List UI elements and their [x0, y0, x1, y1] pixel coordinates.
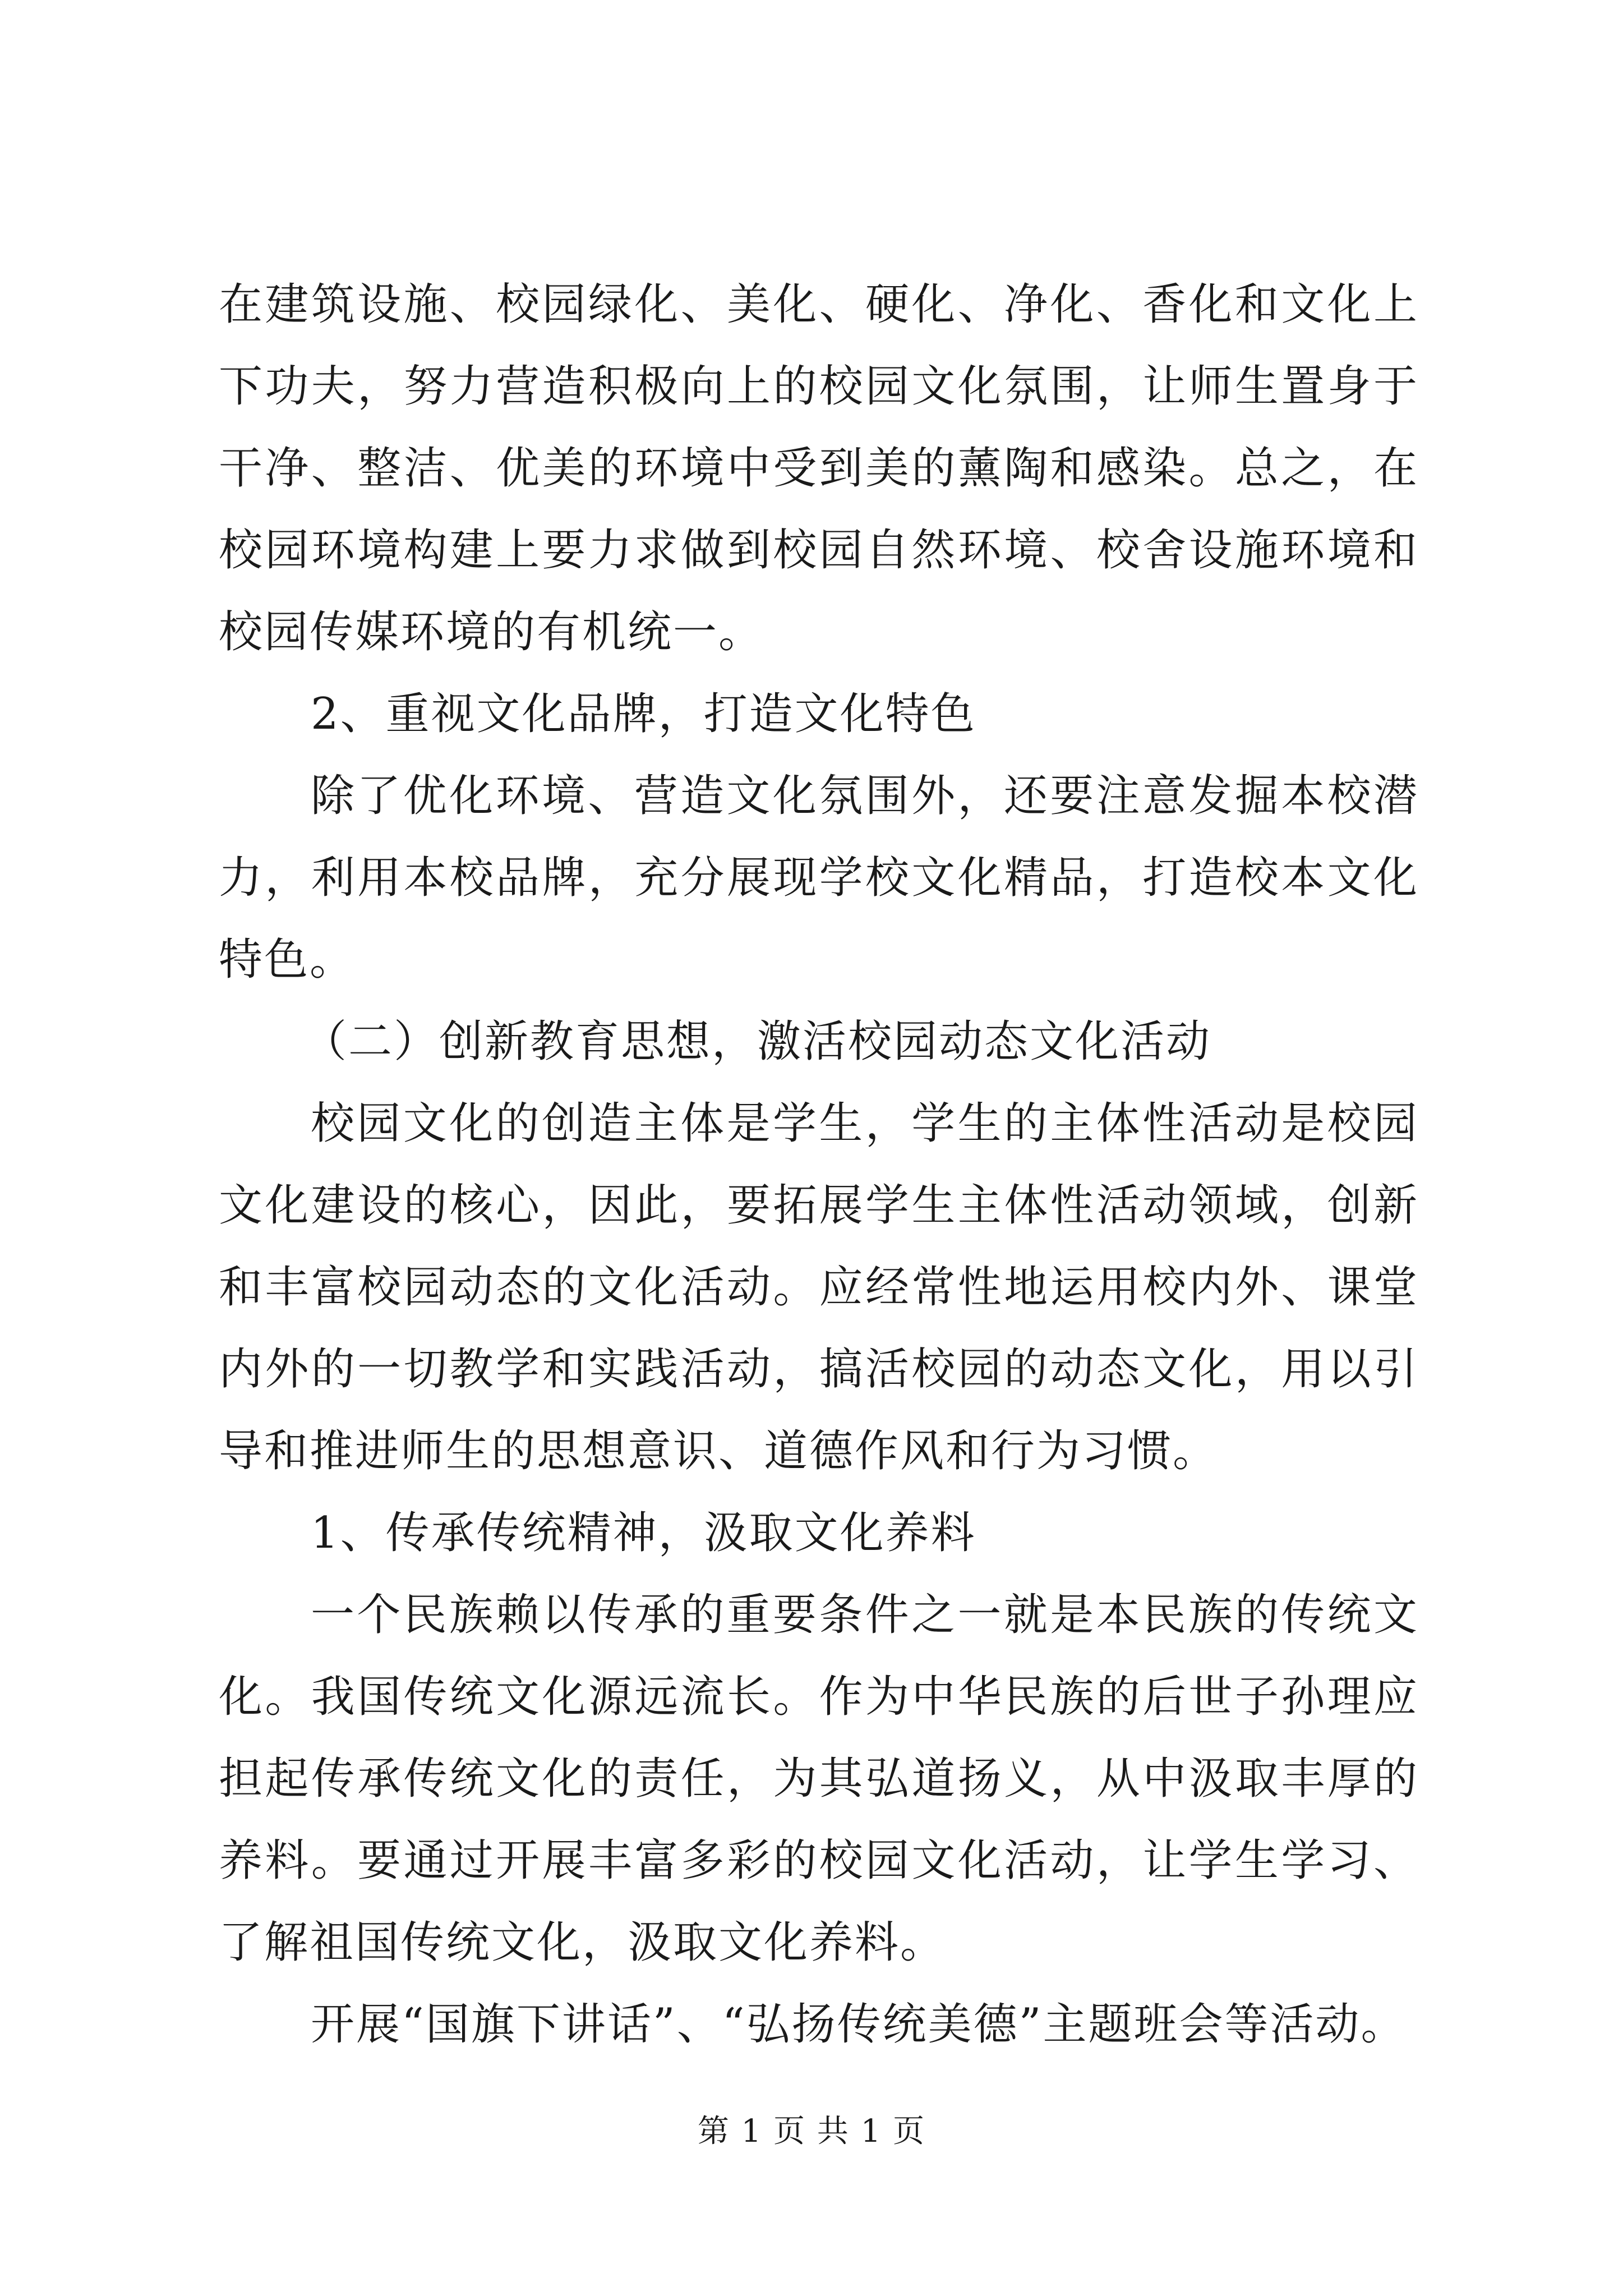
- paragraph-activities: 开展“国旗下讲话”、“弘扬传统美德”主题班会等活动。: [311, 1999, 1407, 2050]
- section-heading-2: （二）创新教育思想，激活校园动态文化活动: [303, 1016, 1212, 1067]
- document-body: [219, 264, 1419, 2065]
- page-footer: 第 1 页 共 1 页: [697, 2113, 926, 2150]
- subheading-1: 1、传承传统精神，汲取文化养料: [311, 1508, 976, 1558]
- paragraph-student-activity: 校园文化的创造主体是学生，学生的主体性活动是校园文化建设的核心，因此，要拓展学生主体性活动领域，创新和丰富校园动态的文化活动。应经常性地运用校内外、课堂内外的一切教学和实践活动，搞活校园的动态文化，用以引导和推进师生的思想意识、道德作风和行为习惯。: [219, 1098, 1419, 1476]
- subheading-2: 2、重视文化品牌，打造文化特色: [311, 689, 976, 739]
- paragraph-continuation: 在建筑设施、校园绿化、美化、硬化、净化、香化和文化上下功夫，努力营造积极向上的校园文化氛围，让师生置身于干净、整洁、优美的环境中受到美的薰陶和感染。总之，在校园环境构建上要力求做到校园自然环境、校舍设施环境和校园传媒环境的有机统一。: [219, 279, 1419, 657]
- paragraph-tradition: 一个民族赖以传承的重要条件之一就是本民族的传统文化。我国传统文化源远流长。作为中华民族的后世子孙理应担起传承传统文化的责任，为其弘道扬义，从中汲取丰厚的养料。要通过开展丰富多彩的校园文化活动，让学生学习、了解祖国传统文化，汲取文化养料。: [219, 1590, 1419, 1968]
- paragraph-culture-brand: 除了优化环境、营造文化氛围外，还要注意发掘本校潜力，利用本校品牌，充分展现学校文化精品，打造校本文化特色。: [219, 771, 1419, 985]
